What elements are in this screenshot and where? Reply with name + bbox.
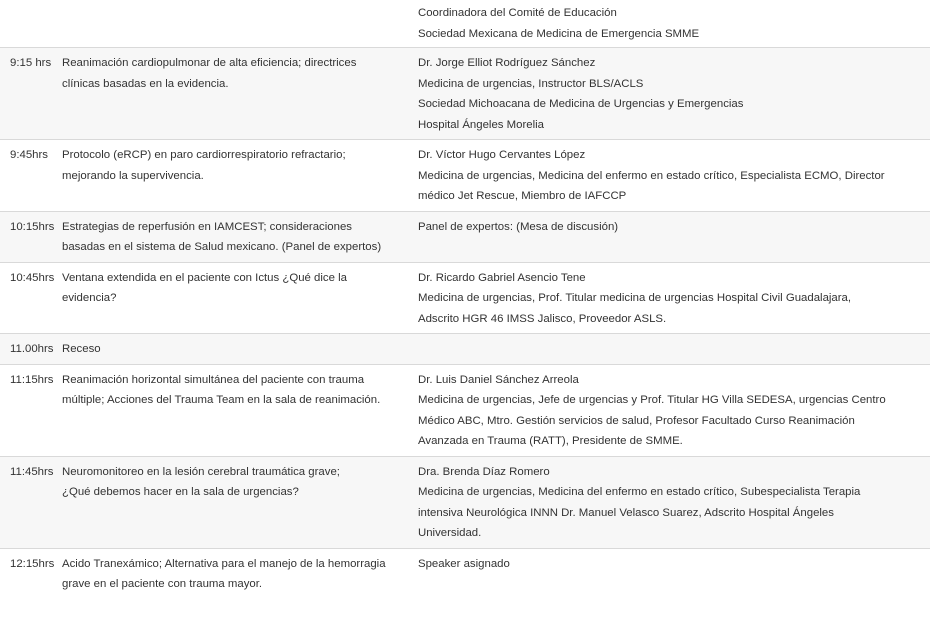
- speaker-detail-line: Médico ABC, Mtro. Gestión servicios de salud, Profesor Facultado Curso Reanimación: [418, 414, 855, 427]
- session-speaker: [418, 334, 930, 365]
- session-speaker: [418, 140, 930, 212]
- topic-line: Ventana extendida en el paciente con Ictus ¿Qué dice la: [62, 271, 347, 284]
- topic-line: evidencia?: [62, 292, 117, 304]
- agenda-row: [0, 364, 930, 456]
- topic-line: basadas en el sistema de Salud mexicano. (Panel de expertos): [62, 241, 382, 253]
- session-topic: [62, 0, 418, 48]
- session-topic: [62, 48, 418, 140]
- session-speaker: [418, 548, 930, 599]
- session-speaker: [418, 364, 930, 456]
- topic-line: Estrategias de reperfusión en IAMCEST; consideraciones: [62, 220, 352, 233]
- session-time: 11.00hrs: [10, 343, 54, 355]
- speaker-detail-line: Medicina de urgencias, Medicina del enfermo en estado crítico, Especialista ECMO, Director: [418, 169, 885, 182]
- topic-line: Protocolo (eRCP) en paro cardiorrespiratorio refractario;: [62, 149, 346, 161]
- topic-line: Neuromonitoreo en la lesión cerebral traumática grave;: [62, 465, 340, 478]
- agenda-row: [0, 334, 930, 365]
- speaker-detail-line: médico Jet Rescue, Miembro de IAFCCP: [418, 190, 627, 202]
- speaker-name: Dra. Brenda Díaz Romero: [418, 465, 550, 478]
- topic-line: múltiple; Acciones del Trauma Team en la sala de reanimación.: [62, 394, 381, 406]
- session-time: 9:45hrs: [10, 149, 48, 161]
- session-time: [0, 0, 62, 48]
- speaker-name: Dr. Ricardo Gabriel Asencio Tene: [418, 271, 586, 284]
- agenda-row: [0, 456, 930, 548]
- speaker-name: Dr. Jorge Elliot Rodríguez Sánchez: [418, 57, 596, 69]
- session-topic: [62, 140, 418, 212]
- session-time: 11:15hrs: [10, 373, 54, 386]
- speaker-detail-line: Sociedad Michoacana de Medicina de Urgencias y Emergencias: [418, 98, 744, 110]
- session-topic: [62, 211, 418, 262]
- session-time: 10:15hrs: [10, 220, 55, 233]
- speaker-detail-line: intensiva Neurológica INNN Dr. Manuel Velasco Suarez, Adscrito Hospital Ángeles: [418, 506, 834, 519]
- speaker-detail-line: Hospital Ángeles Morelia: [418, 118, 544, 131]
- topic-line: Reanimación cardiopulmonar de alta eficiencia; directrices: [62, 57, 357, 69]
- session-time: 9:15 hrs: [10, 57, 52, 69]
- topic-line: ¿Qué debemos hacer en la sala de urgencias?: [62, 486, 299, 498]
- agenda-row: [0, 140, 930, 212]
- session-topic: [62, 364, 418, 456]
- speaker-detail-line: Medicina de urgencias, Medicina del enfermo en estado crítico, Subespecialista Terapia: [418, 486, 861, 498]
- agenda-row: [0, 548, 930, 599]
- speaker-detail-line: Speaker asignado: [418, 557, 510, 570]
- agenda-row: [0, 262, 930, 334]
- speaker-detail-line: Medicina de urgencias, Jefe de urgencias y Prof. Titular HG Villa SEDESA, urgencias Centro: [418, 394, 886, 406]
- session-speaker: [418, 456, 930, 548]
- speaker-name: Dr. Luis Daniel Sánchez Arreola: [418, 373, 579, 386]
- topic-line: Acido Tranexámico; Alternativa para el manejo de la hemorragia: [62, 557, 386, 570]
- topic-line: grave en el paciente con trauma mayor.: [62, 578, 263, 590]
- session-speaker: [418, 0, 930, 48]
- speaker-detail-line: Universidad.: [418, 527, 482, 539]
- topic-line: mejorando la supervivencia.: [62, 169, 204, 182]
- session-time: 10:45hrs: [10, 271, 55, 284]
- speaker-detail-line: Adscrito HGR 46 IMSS Jalisco, Proveedor ASLS.: [418, 312, 667, 325]
- session-time: 11:45hrs: [10, 465, 54, 478]
- session-topic: [62, 548, 418, 599]
- speaker-detail-line: Panel de expertos: (Mesa de discusión): [418, 220, 619, 233]
- speaker-detail-line: Medicina de urgencias, Prof. Titular medicina de urgencias Hospital Civil Guadalajara,: [418, 292, 852, 304]
- topic-line: Reanimación horizontal simultánea del paciente con trauma: [62, 373, 365, 386]
- session-speaker: [418, 48, 930, 140]
- session-topic: [62, 262, 418, 334]
- agenda-row: [0, 48, 930, 140]
- speaker-detail-line: Medicina de urgencias, Instructor BLS/ACLS: [418, 77, 644, 90]
- speaker-detail-line: Sociedad Mexicana de Medicina de Emergencia SMME: [418, 27, 700, 40]
- agenda-row: [0, 211, 930, 262]
- speaker-name: Dr. Víctor Hugo Cervantes López: [418, 149, 586, 161]
- speaker-name: Coordinadora del Comité de Educación: [418, 7, 617, 19]
- topic-line: clínicas basadas en la evidencia.: [62, 77, 229, 90]
- topic-line: Receso: [62, 343, 101, 355]
- speaker-detail-line: Avanzada en Trauma (RATT), Presidente de SMME.: [418, 435, 683, 447]
- session-time: 12:15hrs: [10, 557, 55, 570]
- session-topic: [62, 456, 418, 548]
- session-speaker: [418, 211, 930, 262]
- session-topic: [62, 334, 418, 365]
- session-speaker: [418, 262, 930, 334]
- agenda-row: [0, 0, 930, 48]
